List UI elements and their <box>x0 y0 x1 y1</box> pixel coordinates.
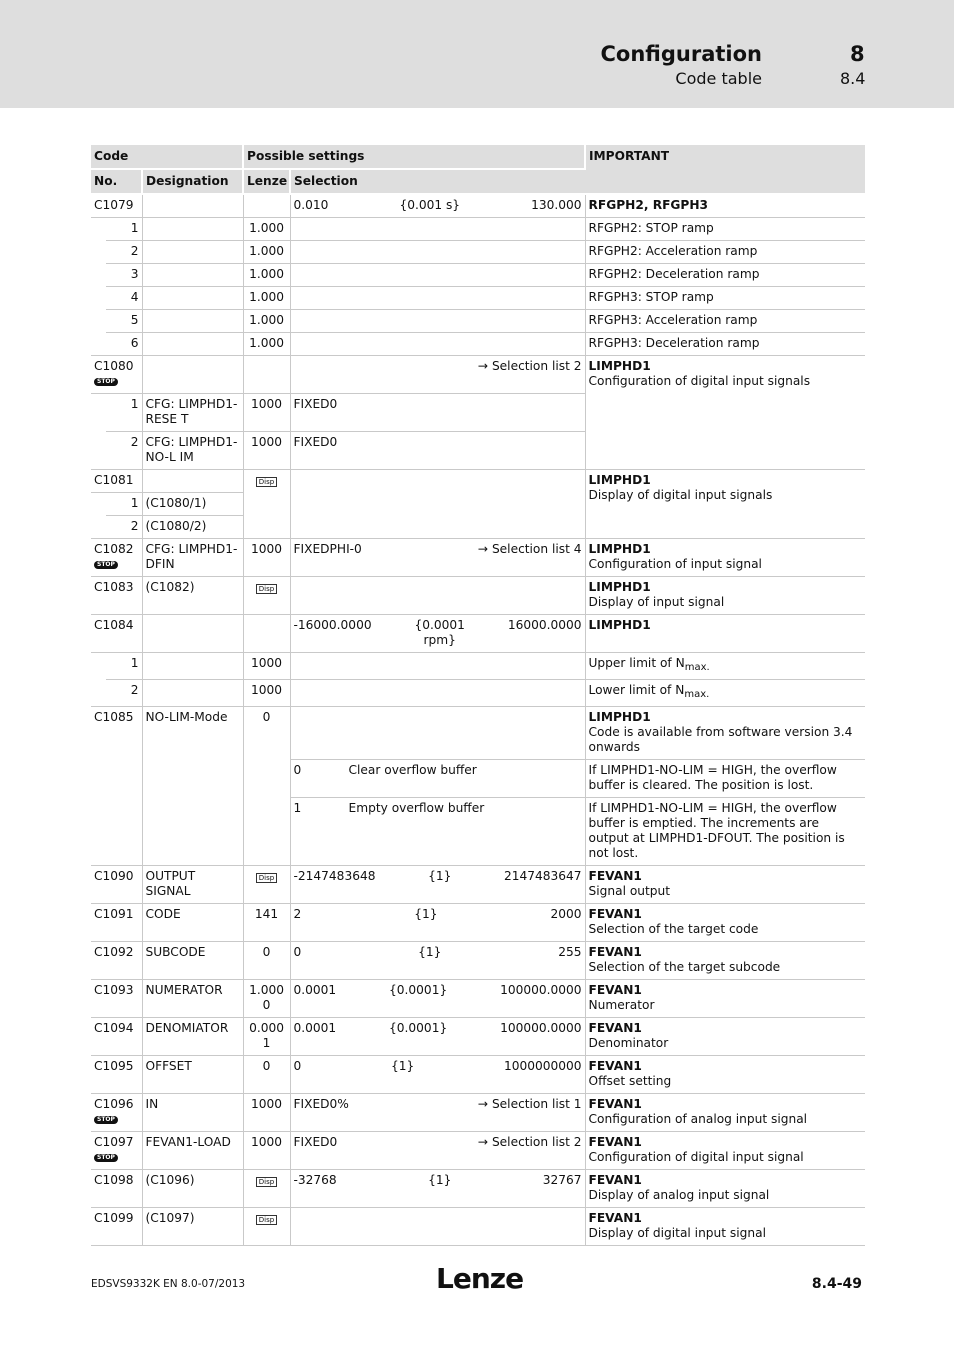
designation-cell: OUTPUT SIGNAL <box>142 866 243 904</box>
subcode-number: 2 <box>106 241 142 264</box>
table-row <box>91 194 865 218</box>
important-cell: FEVAN1 Display of digital input signal <box>585 1208 865 1246</box>
table-row: C1094 DENOMIATOR 0.000 1 0.0001 {0.0001} 100000.0000 FEVAN1 Denominator <box>91 1018 865 1056</box>
lenze-value: 1000 <box>243 653 290 680</box>
important-cell: FEVAN1 Selection of the target code <box>585 904 865 942</box>
stop-icon: STOP <box>94 1154 118 1162</box>
page-number: 8.4-49 <box>811 1276 862 1292</box>
lenze-value: 0 <box>243 942 290 980</box>
table-row: 1 Empty overflow buffer If LIMPHD1-NO-LIM = HIGH, the overflow buffer is emptied. The increments are output at LIMPHD1-DFOUT. The position is not lost. <box>91 798 865 866</box>
subcode-number: 1 <box>106 493 142 516</box>
sel-min: 0.010 <box>293 198 329 212</box>
lenze-value: 1.000 <box>243 333 290 356</box>
section-number: 8.4 <box>840 69 866 88</box>
important-cell: RFGPH3: STOP ramp <box>585 287 865 310</box>
table-row <box>91 287 865 310</box>
lenze-value: 1000 <box>243 1132 290 1170</box>
important-cell: RFGPH2: Acceleration ramp <box>585 241 865 264</box>
table-row <box>91 218 865 241</box>
important-cell: If LIMPHD1-NO-LIM = HIGH, the overflow buffer is emptied. The increments are output at LIMPHD1-DFOUT. The position is not lost. <box>585 798 865 866</box>
important-cell: RFGPH2: Deceleration ramp <box>585 264 865 287</box>
important-cell: FEVAN1 Offset setting <box>585 1056 865 1094</box>
designation-cell: (C1080/1) <box>142 493 243 516</box>
code-cell: C1083 <box>91 577 142 615</box>
th-lenze: Lenze <box>243 169 290 194</box>
table-row: C1091 CODE 141 2 {1} 2000 FEVAN1 Selection of the target code <box>91 904 865 942</box>
subcode-number: 2 <box>106 680 142 707</box>
header-row-1 <box>91 145 865 169</box>
th-possible: Possible settings <box>243 145 585 169</box>
table-row: C1084 -16000.0000 {0.0001 rpm} 16000.0000 LIMPHD1 <box>91 615 865 653</box>
page-subtitle: Code table <box>675 69 762 88</box>
important-cell: RFGPH3: Deceleration ramp <box>585 333 865 356</box>
display-only-icon: Disp <box>256 584 277 594</box>
table-row <box>91 1208 865 1246</box>
table-row <box>91 577 865 615</box>
lenze-value: 1.000 <box>243 218 290 241</box>
lenze-value: 1.000 <box>243 287 290 310</box>
designation-cell: CFG: LIMPHD1-DFIN <box>142 539 243 577</box>
lenze-value: 141 <box>243 904 290 942</box>
lenze-value: 1000 <box>243 539 290 577</box>
important-cell: FEVAN1 Configuration of digital input signal <box>585 1132 865 1170</box>
sel-max: 130.000 <box>531 198 582 212</box>
lenze-value: 1000 <box>243 394 290 432</box>
important-cell: RFGPH3: Acceleration ramp <box>585 310 865 333</box>
important-cell: FEVAN1 Configuration of analog input signal <box>585 1094 865 1132</box>
lenze-value: 1.000 <box>243 310 290 333</box>
designation-cell: DENOMIATOR <box>142 1018 243 1056</box>
table-row: C1097 STOP FEVAN1-LOAD 1000 FIXED0 → Selection list 2 FEVAN1 Configuration of digital input signal <box>91 1132 865 1170</box>
important-cell: LIMPHD1 Display of input signal <box>585 577 865 615</box>
table-row <box>91 264 865 287</box>
stop-icon: STOP <box>94 1116 118 1124</box>
table-row: C1098 (C1096) Disp -32768 {1} 32767 FEVAN1 Display of analog input signal <box>91 1170 865 1208</box>
designation-cell: (C1082) <box>142 577 243 615</box>
table-row <box>91 707 865 760</box>
designation-cell: (C1096) <box>142 1170 243 1208</box>
code-cell: C1082 <box>94 542 134 556</box>
table-row <box>91 310 865 333</box>
lenze-logo: Lenze <box>436 1262 524 1295</box>
subcode-number: 5 <box>106 310 142 333</box>
code-cell: C1085 <box>91 707 142 866</box>
code-table <box>91 145 865 1246</box>
lenze-value: 1000 <box>243 1094 290 1132</box>
table-row: C1082 STOP CFG: LIMPHD1-DFIN 1000 FIXEDPHI-0 → Selection list 4 LIMPHD1 Configuration of input signal <box>91 539 865 577</box>
table-row <box>91 653 865 680</box>
designation-cell: (C1080/2) <box>142 516 243 539</box>
lenze-value: 1000 <box>243 432 290 470</box>
table-row: C1090 OUTPUT SIGNAL Disp -2147483648 {1} 2147483647 FEVAN1 Signal output <box>91 866 865 904</box>
important-cell: RFGPH2: STOP ramp <box>585 218 865 241</box>
lenze-value: 1000 <box>243 680 290 707</box>
subcode-number: 2 <box>106 432 142 470</box>
table-row: C1092 SUBCODE 0 0 {1} 255 FEVAN1 Selection of the target subcode <box>91 942 865 980</box>
designation-cell: CFG: LIMPHD1-RESE T <box>142 394 243 432</box>
code-cell: C1093 <box>91 980 142 1018</box>
subcode-number: 2 <box>106 516 142 539</box>
chapter-number: 8 <box>850 42 865 66</box>
lenze-value: 0 <box>243 1056 290 1094</box>
code-cell: C1099 <box>91 1208 142 1246</box>
table-row <box>91 470 865 493</box>
selection-cell: FIXED0 <box>290 394 585 432</box>
designation-cell: (C1097) <box>142 1208 243 1246</box>
designation-cell: CODE <box>142 904 243 942</box>
designation-cell: OFFSET <box>142 1056 243 1094</box>
table-row <box>91 680 865 707</box>
th-selection: Selection <box>290 169 585 194</box>
code-cell: C1080 <box>94 359 134 373</box>
subcode-number: 1 <box>106 394 142 432</box>
designation-cell: IN <box>142 1094 243 1132</box>
display-only-icon: Disp <box>256 477 277 487</box>
designation-cell: NUMERATOR <box>142 980 243 1018</box>
lenze-value: 0 <box>243 707 290 866</box>
table-row: C1095 OFFSET 0 0 {1} 1000000000 FEVAN1 Offset setting <box>91 1056 865 1094</box>
document-id: EDSVS9332K EN 8.0-07/2013 <box>91 1278 246 1290</box>
important-cell: Upper limit of $N_{max.}$ <box>585 653 865 680</box>
lenze-value: 1.000 <box>243 241 290 264</box>
important-cell: FEVAN1 Numerator <box>585 980 865 1018</box>
important-cell: LIMPHD1 Code is available from software version 3.4 onwards <box>585 707 865 760</box>
subcode-number: 4 <box>106 287 142 310</box>
designation-cell: SUBCODE <box>142 942 243 980</box>
important-cell: LIMPHD1 <box>585 615 865 653</box>
code-cell: C1096 <box>94 1097 134 1111</box>
code-cell: C1090 <box>91 866 142 904</box>
display-only-icon: Disp <box>256 1215 277 1225</box>
code-cell: C1084 <box>91 615 142 653</box>
designation-cell: CFG: LIMPHD1-NO-L IM <box>142 432 243 470</box>
code-cell: C1095 <box>91 1056 142 1094</box>
th-important: IMPORTANT <box>585 145 865 194</box>
important-cell: FEVAN1 Signal output <box>585 866 865 904</box>
table-row <box>91 356 865 394</box>
important-cell: LIMPHD1 Configuration of input signal <box>585 539 865 577</box>
th-no: No. <box>91 169 142 194</box>
code-cell: C1079 <box>91 194 142 218</box>
code-cell: C1091 <box>91 904 142 942</box>
important-cell: LIMPHD1 Configuration of digital input signals <box>585 356 865 470</box>
code-cell: C1097 <box>94 1135 134 1149</box>
table-row: C1096 STOP IN 1000 FIXED0% → Selection list 1 FEVAN1 Configuration of analog input signal <box>91 1094 865 1132</box>
important-cell: LIMPHD1 Display of digital input signals <box>585 470 865 539</box>
subcode-number: 1 <box>106 653 142 680</box>
important-cell: FEVAN1 Selection of the target subcode <box>585 942 865 980</box>
subcode-number: 3 <box>106 264 142 287</box>
th-code: Code <box>91 145 243 169</box>
selection-cell: FIXED0 <box>290 432 585 470</box>
designation-cell: NO-LIM-Mode <box>142 707 243 866</box>
lenze-value: 1.000 <box>243 264 290 287</box>
subcode-number: 1 <box>106 218 142 241</box>
sel-step: {0.001 s} <box>399 198 461 212</box>
code-cell: C1098 <box>91 1170 142 1208</box>
table-row <box>91 333 865 356</box>
stop-icon: STOP <box>94 561 118 569</box>
table-row: C1093 NUMERATOR 1.000 0 0.0001 {0.0001} 100000.0000 FEVAN1 Numerator <box>91 980 865 1018</box>
page-title: Configuration <box>600 42 762 66</box>
designation-cell: FEVAN1-LOAD <box>142 1132 243 1170</box>
code-cell: C1081 <box>91 470 142 493</box>
table-row: 0 Clear overflow buffer If LIMPHD1-NO-LIM = HIGH, the overflow buffer is cleared. The position is lost. <box>91 760 865 798</box>
th-designation: Designation <box>142 169 243 194</box>
important-cell: Lower limit of $N_{max.}$ <box>585 680 865 707</box>
important-cell: FEVAN1 Display of analog input signal <box>585 1170 865 1208</box>
stop-icon: STOP <box>94 378 118 386</box>
important-cell: FEVAN1 Denominator <box>585 1018 865 1056</box>
display-only-icon: Disp <box>256 873 277 883</box>
table-row <box>91 241 865 264</box>
code-cell: C1092 <box>91 942 142 980</box>
code-cell: C1094 <box>91 1018 142 1056</box>
lenze-value: 1.000 0 <box>243 980 290 1018</box>
lenze-value: 0.000 1 <box>243 1018 290 1056</box>
subcode-number: 6 <box>106 333 142 356</box>
important-cell: If LIMPHD1-NO-LIM = HIGH, the overflow buffer is cleared. The position is lost. <box>585 760 865 798</box>
display-only-icon: Disp <box>256 1177 277 1187</box>
important-cell: RFGPH2, RFGPH3 <box>585 194 865 218</box>
selection-cell: → Selection list 2 <box>290 356 585 394</box>
header-band <box>0 0 954 108</box>
